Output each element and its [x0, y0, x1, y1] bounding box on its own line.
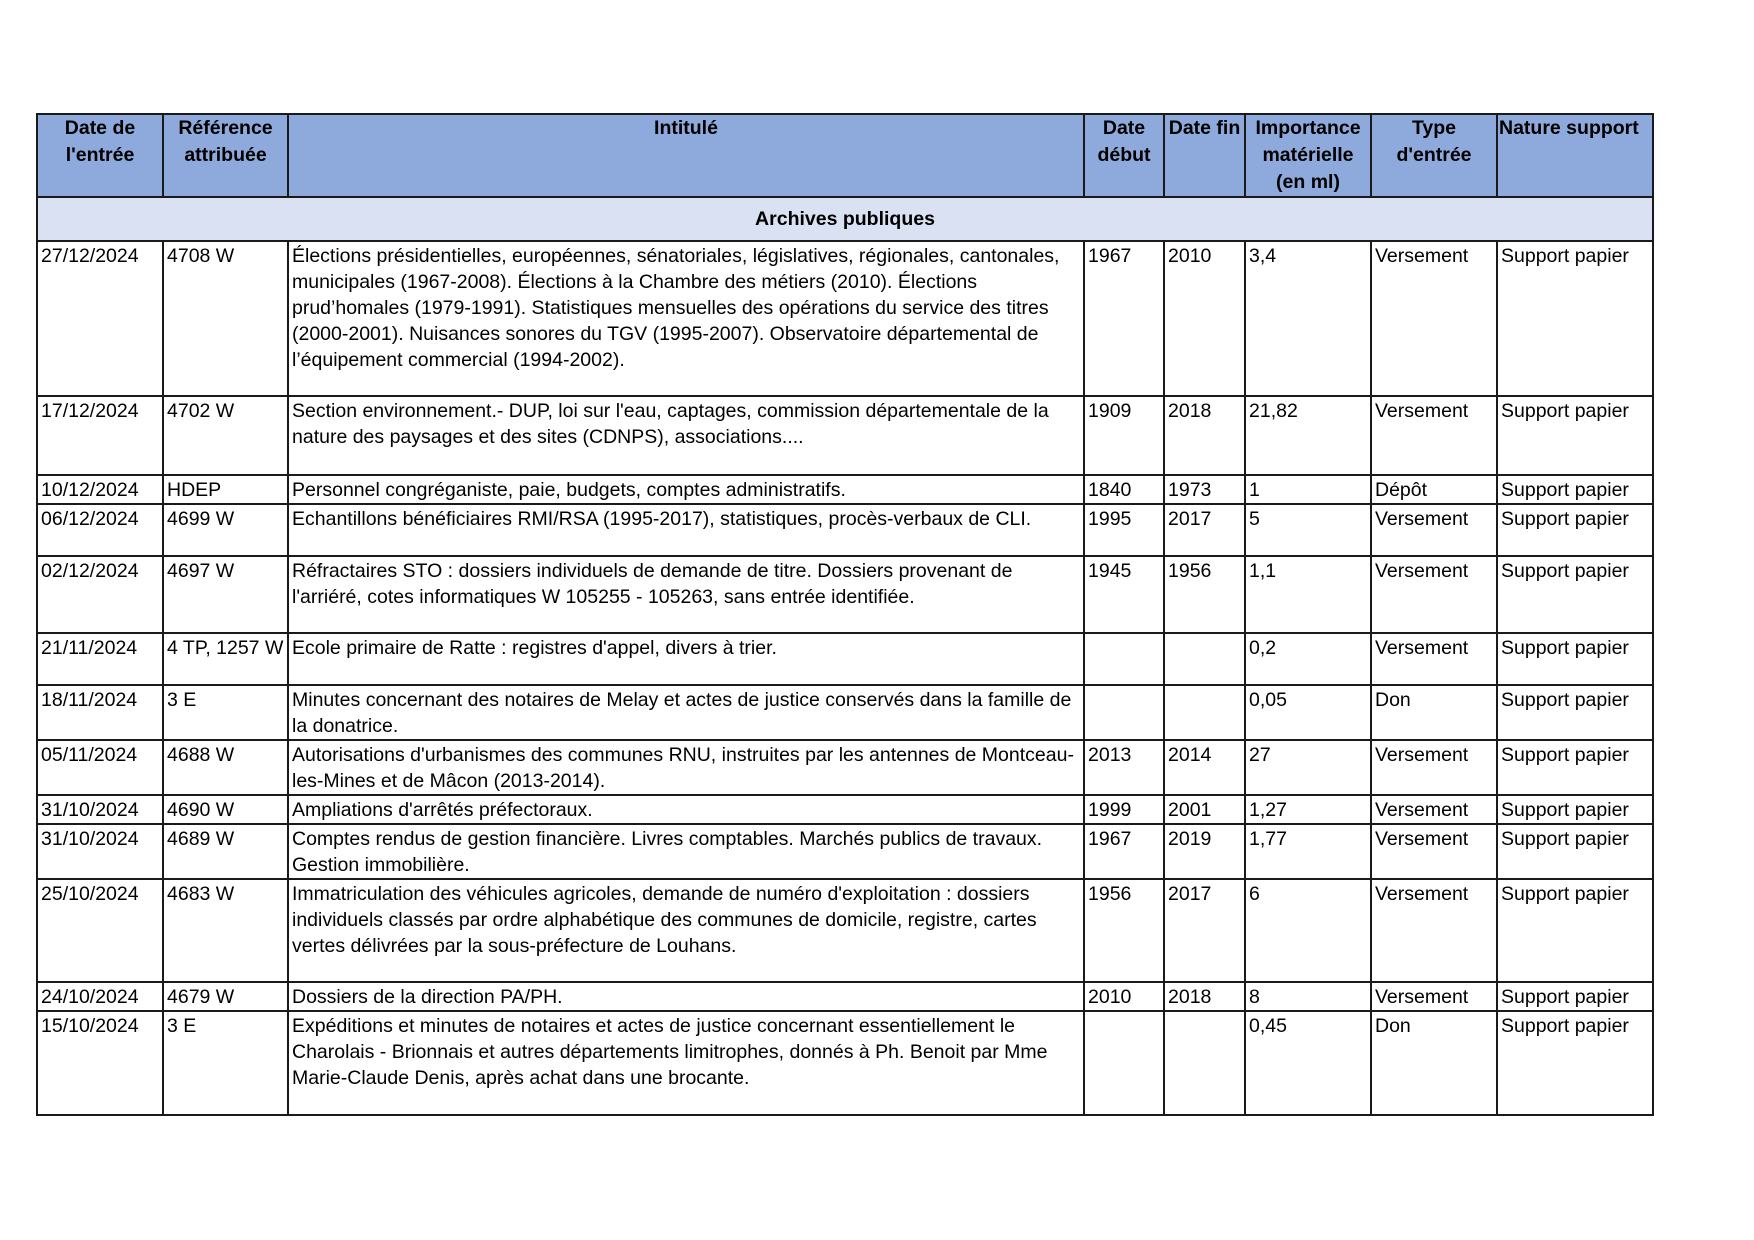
cell-importance: 0,2 — [1245, 633, 1371, 685]
cell-intitule: Élections présidentielles, européennes, sénatoriales, législatives, régionales, cantonales, municipales (1967-2008). Élections à la Chambre des métiers (2010). Élections prud’homales (1979-1991). Statistiques mensuelles des opérations du service des titres (2000-2001). Nuisances sonores du TGV (1995-2007). Observatoire départemental de l’équipement commercial (1994-2002). — [288, 241, 1084, 396]
cell-date-debut — [1084, 685, 1164, 740]
cell-nature-support: Support papier — [1497, 396, 1653, 475]
cell-importance: 0,05 — [1245, 685, 1371, 740]
cell-nature-support: Support papier — [1497, 633, 1653, 685]
header-nature-support: Nature support — [1497, 114, 1653, 197]
cell-importance: 1,27 — [1245, 795, 1371, 824]
cell-type-entree: Don — [1371, 685, 1497, 740]
table-row — [37, 396, 1653, 475]
cell-date-debut: 2010 — [1084, 982, 1164, 1011]
cell-date-debut — [1084, 633, 1164, 685]
cell-date-entree: 24/10/2024 — [37, 982, 163, 1011]
cell-date-fin: 2014 — [1164, 740, 1245, 795]
cell-date-entree: 17/12/2024 — [37, 396, 163, 475]
cell-type-entree: Dépôt — [1371, 475, 1497, 504]
cell-date-fin: 2001 — [1164, 795, 1245, 824]
cell-nature-support: Support papier — [1497, 879, 1653, 982]
cell-reference: HDEP — [163, 475, 288, 504]
cell-nature-support: Support papier — [1497, 740, 1653, 795]
cell-date-fin: 1973 — [1164, 475, 1245, 504]
cell-intitule: Ecole primaire de Ratte : registres d'appel, divers à trier. — [288, 633, 1084, 685]
cell-date-debut: 1967 — [1084, 824, 1164, 879]
cell-date-entree: 15/10/2024 — [37, 1011, 163, 1115]
cell-reference: 4699 W — [163, 504, 288, 556]
table-row — [37, 824, 1653, 879]
section-label: Archives publiques — [37, 197, 1653, 241]
cell-intitule: Expéditions et minutes de notaires et actes de justice concernant essentiellement le Charolais - Brionnais et autres départements limitrophes, donnés à Ph. Benoit par Mme Marie-Claude Denis, après achat dans une brocante. — [288, 1011, 1084, 1115]
cell-date-debut: 1909 — [1084, 396, 1164, 475]
cell-date-debut: 1995 — [1084, 504, 1164, 556]
cell-date-debut: 1840 — [1084, 475, 1164, 504]
cell-importance: 3,4 — [1245, 241, 1371, 396]
table-row — [37, 740, 1653, 795]
cell-date-entree: 02/12/2024 — [37, 556, 163, 633]
header-reference: Référence attribuée — [163, 114, 288, 197]
cell-date-entree: 31/10/2024 — [37, 824, 163, 879]
cell-nature-support: Support papier — [1497, 504, 1653, 556]
header-type-entree: Type d'entrée — [1371, 114, 1497, 197]
cell-importance: 1,77 — [1245, 824, 1371, 879]
cell-nature-support: Support papier — [1497, 795, 1653, 824]
cell-nature-support: Support papier — [1497, 556, 1653, 633]
table-row — [37, 982, 1653, 1011]
cell-date-fin — [1164, 633, 1245, 685]
table-row — [37, 685, 1653, 740]
cell-date-fin: 1956 — [1164, 556, 1245, 633]
cell-date-entree: 25/10/2024 — [37, 879, 163, 982]
cell-nature-support: Support papier — [1497, 982, 1653, 1011]
header-row — [37, 114, 1653, 197]
cell-date-debut: 2013 — [1084, 740, 1164, 795]
header-importance: Importance matérielle (en ml) — [1245, 114, 1371, 197]
section-row — [37, 197, 1653, 241]
cell-date-fin — [1164, 685, 1245, 740]
cell-reference: 4688 W — [163, 740, 288, 795]
table-row — [37, 241, 1653, 396]
cell-intitule: Réfractaires STO : dossiers individuels de demande de titre. Dossiers provenant de l'arriéré, cotes informatiques W 105255 - 105263, sans entrée identifiée. — [288, 556, 1084, 633]
cell-nature-support: Support papier — [1497, 685, 1653, 740]
cell-date-entree: 31/10/2024 — [37, 795, 163, 824]
cell-intitule: Personnel congréganiste, paie, budgets, comptes administratifs. — [288, 475, 1084, 504]
cell-date-entree: 21/11/2024 — [37, 633, 163, 685]
cell-reference: 4702 W — [163, 396, 288, 475]
cell-reference: 4690 W — [163, 795, 288, 824]
header-date-fin: Date fin — [1164, 114, 1245, 197]
cell-intitule: Dossiers de la direction PA/PH. — [288, 982, 1084, 1011]
cell-importance: 1 — [1245, 475, 1371, 504]
cell-intitule: Immatriculation des véhicules agricoles, demande de numéro d'exploitation : dossiers individuels classés par ordre alphabétique des communes de domicile, registre, cartes vertes délivrées par la sous-préfecture de Louhans. — [288, 879, 1084, 982]
archives-entries-table — [36, 113, 1654, 1116]
cell-type-entree: Don — [1371, 1011, 1497, 1115]
cell-reference: 4708 W — [163, 241, 288, 396]
cell-intitule: Ampliations d'arrêtés préfectoraux. — [288, 795, 1084, 824]
cell-date-entree: 18/11/2024 — [37, 685, 163, 740]
table-row — [37, 879, 1653, 982]
table-row — [37, 504, 1653, 556]
cell-date-fin: 2017 — [1164, 504, 1245, 556]
cell-intitule: Autorisations d'urbanismes des communes RNU, instruites par les antennes de Montceau-les-Mines et de Mâcon (2013-2014). — [288, 740, 1084, 795]
cell-intitule: Comptes rendus de gestion financière. Livres comptables. Marchés publics de travaux. Gestion immobilière. — [288, 824, 1084, 879]
table-row — [37, 633, 1653, 685]
header-date-entree: Date de l'entrée — [37, 114, 163, 197]
cell-type-entree: Versement — [1371, 824, 1497, 879]
cell-reference: 4697 W — [163, 556, 288, 633]
header-intitule: Intitulé — [288, 114, 1084, 197]
cell-reference: 4 TP, 1257 W — [163, 633, 288, 685]
cell-type-entree: Versement — [1371, 241, 1497, 396]
cell-importance: 1,1 — [1245, 556, 1371, 633]
table-row — [37, 475, 1653, 504]
cell-nature-support: Support papier — [1497, 824, 1653, 879]
cell-importance: 5 — [1245, 504, 1371, 556]
cell-date-fin: 2018 — [1164, 396, 1245, 475]
cell-type-entree: Versement — [1371, 504, 1497, 556]
cell-date-debut — [1084, 1011, 1164, 1115]
cell-reference: 4679 W — [163, 982, 288, 1011]
cell-importance: 6 — [1245, 879, 1371, 982]
cell-date-entree: 05/11/2024 — [37, 740, 163, 795]
cell-intitule: Minutes concernant des notaires de Melay et actes de justice conservés dans la famille de la donatrice. — [288, 685, 1084, 740]
table-row — [37, 556, 1653, 633]
cell-date-fin: 2010 — [1164, 241, 1245, 396]
cell-reference: 3 E — [163, 1011, 288, 1115]
cell-date-fin: 2019 — [1164, 824, 1245, 879]
cell-intitule: Echantillons bénéficiaires RMI/RSA (1995-2017), statistiques, procès-verbaux de CLI. — [288, 504, 1084, 556]
cell-date-entree: 27/12/2024 — [37, 241, 163, 396]
cell-type-entree: Versement — [1371, 633, 1497, 685]
cell-date-entree: 06/12/2024 — [37, 504, 163, 556]
cell-nature-support: Support papier — [1497, 1011, 1653, 1115]
cell-type-entree: Versement — [1371, 982, 1497, 1011]
cell-importance: 8 — [1245, 982, 1371, 1011]
cell-date-debut: 1945 — [1084, 556, 1164, 633]
cell-reference: 4689 W — [163, 824, 288, 879]
cell-date-fin: 2017 — [1164, 879, 1245, 982]
cell-nature-support: Support papier — [1497, 475, 1653, 504]
table-row — [37, 795, 1653, 824]
cell-date-debut: 1956 — [1084, 879, 1164, 982]
cell-nature-support: Support papier — [1497, 241, 1653, 396]
cell-reference: 3 E — [163, 685, 288, 740]
cell-type-entree: Versement — [1371, 740, 1497, 795]
cell-date-fin: 2018 — [1164, 982, 1245, 1011]
cell-type-entree: Versement — [1371, 556, 1497, 633]
cell-type-entree: Versement — [1371, 879, 1497, 982]
table-row — [37, 1011, 1653, 1115]
cell-date-debut: 1967 — [1084, 241, 1164, 396]
cell-date-debut: 1999 — [1084, 795, 1164, 824]
cell-type-entree: Versement — [1371, 396, 1497, 475]
cell-date-fin — [1164, 1011, 1245, 1115]
cell-reference: 4683 W — [163, 879, 288, 982]
cell-importance: 21,82 — [1245, 396, 1371, 475]
cell-date-entree: 10/12/2024 — [37, 475, 163, 504]
cell-importance: 27 — [1245, 740, 1371, 795]
cell-intitule: Section environnement.- DUP, loi sur l'eau, captages, commission départementale de la nature des paysages et des sites (CDNPS), associations.... — [288, 396, 1084, 475]
header-date-debut: Date début — [1084, 114, 1164, 197]
cell-importance: 0,45 — [1245, 1011, 1371, 1115]
cell-type-entree: Versement — [1371, 795, 1497, 824]
